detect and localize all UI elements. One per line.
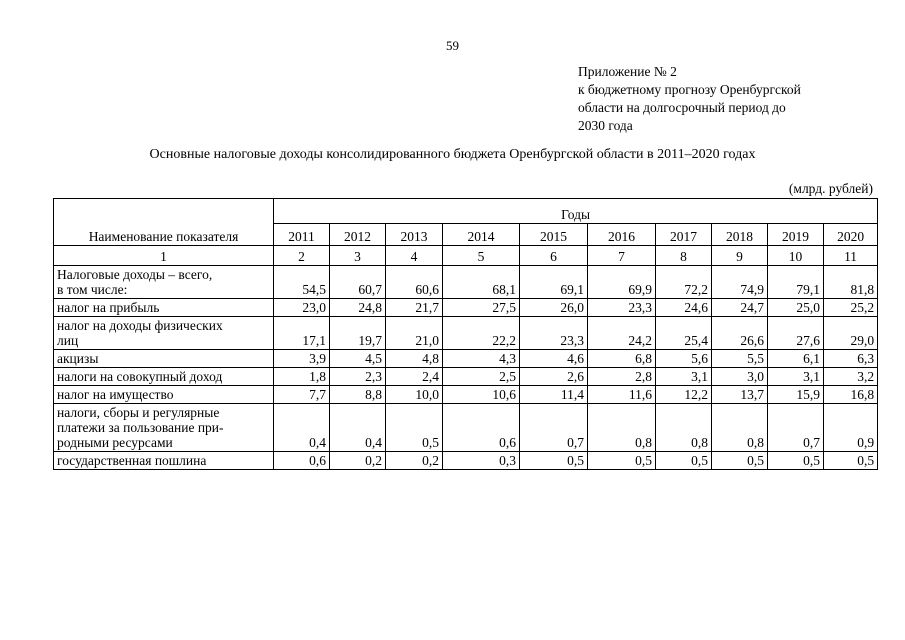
year-header: 2019 [768, 224, 824, 246]
header-row [54, 199, 878, 224]
value-cell: 0,5 [768, 452, 824, 470]
year-header: 2013 [386, 224, 443, 246]
row-label [54, 350, 274, 368]
column-number: 1 [54, 246, 274, 266]
value-cell: 7,7 [274, 386, 330, 404]
table-row [54, 386, 878, 404]
row-label [54, 299, 274, 317]
year-header: 2012 [330, 224, 386, 246]
value-cell: 10,6 [443, 386, 520, 404]
column-number-row [54, 246, 878, 266]
column-number: 9 [712, 246, 768, 266]
value-cell: 22,2 [443, 317, 520, 350]
table-row [54, 452, 878, 470]
row-label-line: налоги на совокупный доход [57, 369, 223, 384]
value-cell: 0,5 [712, 452, 768, 470]
value-cell: 0,7 [768, 404, 824, 452]
column-number: 3 [330, 246, 386, 266]
value-cell: 2,6 [520, 368, 588, 386]
row-label-line: лиц [57, 333, 79, 348]
appendix-line: 2030 года [578, 118, 633, 133]
value-cell: 26,0 [520, 299, 588, 317]
value-cell: 0,4 [330, 404, 386, 452]
value-cell: 4,3 [443, 350, 520, 368]
row-label-line: налог на имущество [57, 387, 174, 402]
row-label [54, 317, 274, 350]
value-cell: 0,6 [274, 452, 330, 470]
year-header: 2018 [712, 224, 768, 246]
value-cell: 0,2 [386, 452, 443, 470]
value-cell: 68,1 [443, 266, 520, 299]
row-label-line: налоги, сборы и регулярные [57, 405, 220, 420]
row-label [54, 386, 274, 404]
appendix-note [578, 63, 801, 135]
row-label-line: акцизы [57, 351, 99, 366]
appendix-line: к бюджетному прогнозу Оренбургской [578, 82, 801, 97]
value-cell: 8,8 [330, 386, 386, 404]
year-header: 2020 [824, 224, 878, 246]
value-cell: 25,0 [768, 299, 824, 317]
value-cell: 0,8 [712, 404, 768, 452]
column-number: 2 [274, 246, 330, 266]
value-cell: 0,6 [443, 404, 520, 452]
row-label-line: Налоговые доходы – всего, [57, 267, 213, 282]
table-row [54, 299, 878, 317]
value-cell: 5,5 [712, 350, 768, 368]
value-cell: 10,0 [386, 386, 443, 404]
column-number: 11 [824, 246, 878, 266]
column-number: 6 [520, 246, 588, 266]
row-label-line: налог на доходы физических [57, 318, 223, 333]
value-cell: 3,0 [712, 368, 768, 386]
value-cell: 27,5 [443, 299, 520, 317]
table-row [54, 317, 878, 350]
value-cell: 60,6 [386, 266, 443, 299]
value-cell: 5,6 [656, 350, 712, 368]
value-cell: 29,0 [824, 317, 878, 350]
value-cell: 13,7 [712, 386, 768, 404]
table-body [54, 266, 878, 470]
value-cell: 79,1 [768, 266, 824, 299]
year-header: 2015 [520, 224, 588, 246]
year-header: 2017 [656, 224, 712, 246]
row-label-line: в том числе: [57, 282, 128, 297]
row-label [54, 266, 274, 299]
units-label: (млрд. рублей) [788, 181, 873, 196]
indicator-name-header: Наименование показателя [54, 199, 274, 246]
page-number: 59 [446, 38, 459, 53]
value-cell: 0,5 [824, 452, 878, 470]
value-cell: 6,3 [824, 350, 878, 368]
value-cell: 72,2 [656, 266, 712, 299]
column-number: 5 [443, 246, 520, 266]
table-row [54, 368, 878, 386]
value-cell: 17,1 [274, 317, 330, 350]
value-cell: 69,9 [588, 266, 656, 299]
row-label [54, 404, 274, 452]
value-cell: 0,5 [386, 404, 443, 452]
value-cell: 24,8 [330, 299, 386, 317]
year-header: 2016 [588, 224, 656, 246]
value-cell: 16,8 [824, 386, 878, 404]
value-cell: 3,9 [274, 350, 330, 368]
column-number: 10 [768, 246, 824, 266]
value-cell: 1,8 [274, 368, 330, 386]
value-cell: 0,5 [588, 452, 656, 470]
year-header: 2014 [443, 224, 520, 246]
table-row [54, 404, 878, 452]
years-header: Годы [274, 199, 878, 224]
column-number: 7 [588, 246, 656, 266]
value-cell: 25,2 [824, 299, 878, 317]
value-cell: 23,3 [588, 299, 656, 317]
appendix-line: области на долгосрочный период до [578, 100, 786, 115]
value-cell: 0,2 [330, 452, 386, 470]
value-cell: 24,7 [712, 299, 768, 317]
row-label-line: государственная пошлина [57, 453, 207, 468]
value-cell: 2,5 [443, 368, 520, 386]
value-cell: 12,2 [656, 386, 712, 404]
tax-revenue-table [53, 198, 878, 470]
value-cell: 81,8 [824, 266, 878, 299]
value-cell: 11,6 [588, 386, 656, 404]
value-cell: 2,8 [588, 368, 656, 386]
value-cell: 6,1 [768, 350, 824, 368]
row-label-line: родными ресурсами [57, 435, 173, 450]
value-cell: 3,2 [824, 368, 878, 386]
value-cell: 24,6 [656, 299, 712, 317]
value-cell: 3,1 [656, 368, 712, 386]
value-cell: 25,4 [656, 317, 712, 350]
table-row [54, 350, 878, 368]
value-cell: 21,0 [386, 317, 443, 350]
value-cell: 4,5 [330, 350, 386, 368]
value-cell: 0,8 [588, 404, 656, 452]
value-cell: 0,5 [520, 452, 588, 470]
value-cell: 0,5 [656, 452, 712, 470]
value-cell: 54,5 [274, 266, 330, 299]
value-cell: 4,6 [520, 350, 588, 368]
value-cell: 11,4 [520, 386, 588, 404]
year-header: 2011 [274, 224, 330, 246]
row-label-line: налог на прибыль [57, 300, 160, 315]
row-label-line: платежи за пользование при- [57, 420, 224, 435]
value-cell: 23,0 [274, 299, 330, 317]
value-cell: 24,2 [588, 317, 656, 350]
value-cell: 2,3 [330, 368, 386, 386]
value-cell: 4,8 [386, 350, 443, 368]
value-cell: 15,9 [768, 386, 824, 404]
value-cell: 74,9 [712, 266, 768, 299]
appendix-line: Приложение № 2 [578, 64, 677, 79]
value-cell: 0,8 [656, 404, 712, 452]
value-cell: 0,9 [824, 404, 878, 452]
value-cell: 6,8 [588, 350, 656, 368]
document-title: Основные налоговые доходы консолидированного бюджета Оренбургской области в 2011–2020 годах [149, 147, 756, 162]
value-cell: 23,3 [520, 317, 588, 350]
value-cell: 21,7 [386, 299, 443, 317]
value-cell: 69,1 [520, 266, 588, 299]
column-number: 8 [656, 246, 712, 266]
table-row [54, 266, 878, 299]
row-label [54, 452, 274, 470]
value-cell: 3,1 [768, 368, 824, 386]
value-cell: 0,7 [520, 404, 588, 452]
value-cell: 60,7 [330, 266, 386, 299]
column-number: 4 [386, 246, 443, 266]
value-cell: 0,3 [443, 452, 520, 470]
value-cell: 27,6 [768, 317, 824, 350]
value-cell: 26,6 [712, 317, 768, 350]
value-cell: 2,4 [386, 368, 443, 386]
row-label [54, 368, 274, 386]
value-cell: 0,4 [274, 404, 330, 452]
value-cell: 19,7 [330, 317, 386, 350]
